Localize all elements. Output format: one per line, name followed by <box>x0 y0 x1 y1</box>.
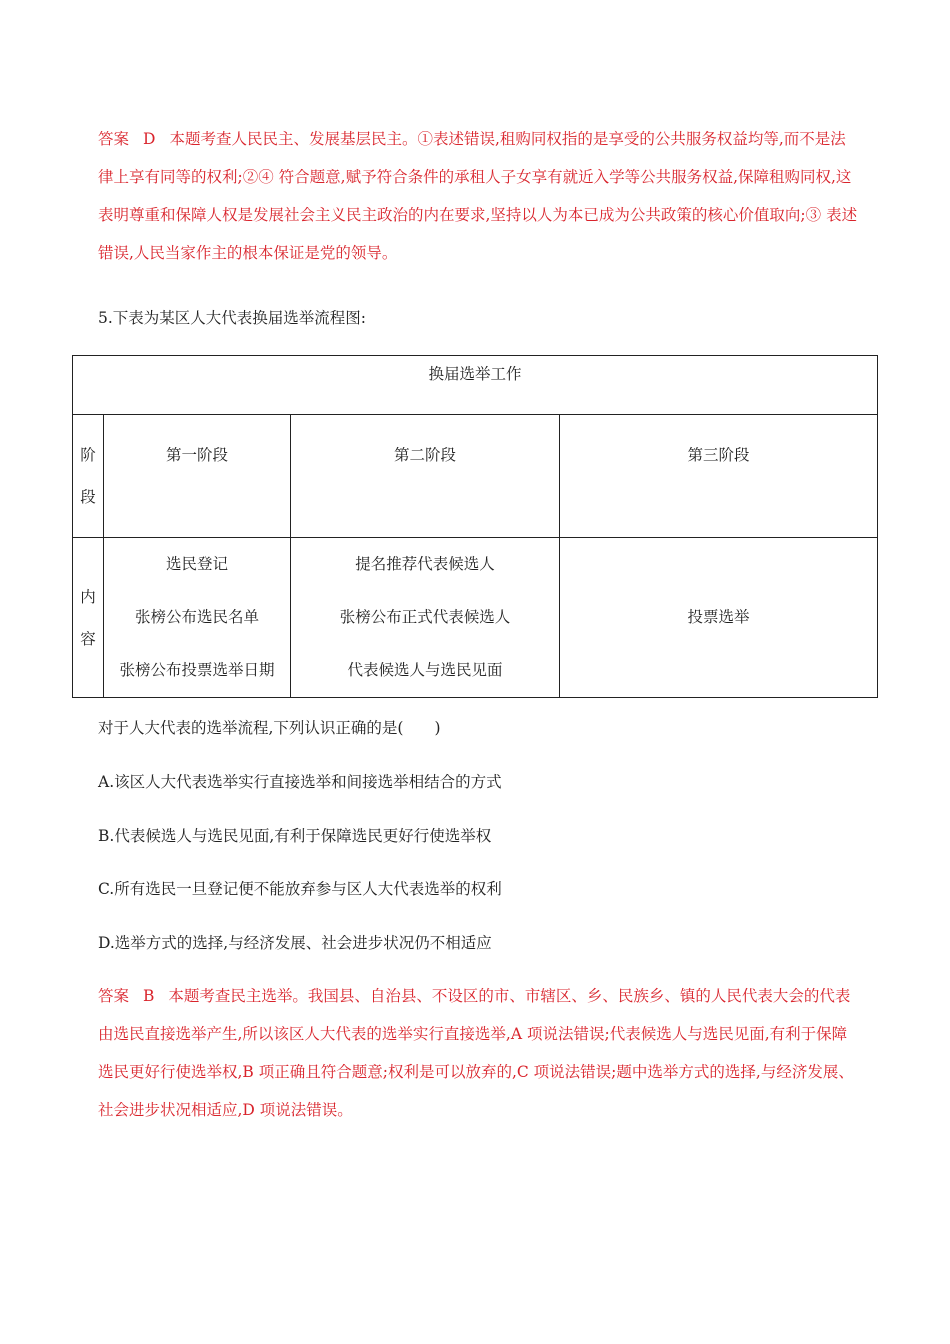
question-5-stem: 5.下表为某区人大代表换届选举流程图: <box>98 309 367 327</box>
option-b: B.代表候选人与选民见面,有利于保障选民更好行使选举权 <box>98 827 492 845</box>
answer-1-label: 答案 <box>98 130 130 148</box>
stage-2-items <box>291 538 560 698</box>
stage-3-items <box>560 538 878 698</box>
answer-2-explanation: 本题考查民主选举。我国县、自治县、不设区的市、市辖区、乡、民族乡、镇的人民代表大会的代表由选民直接选举产生,所以该区人大代表的选举实行直接选举,A 项说法错误;代表候选人与选民见面,有利于保障选民更好行使选举权,B 项正确且符合题意;权利是可以放弃的,C 项说法错误;题中选举方式的选择,与经济发展、社会进步状况相适应,D 项说法错误。 <box>98 987 854 1119</box>
answer-2-choice: B <box>143 987 155 1005</box>
stage-row <box>73 415 878 538</box>
question-5-prompt: 对于人大代表的选举流程,下列认识正确的是( ) <box>98 719 441 737</box>
list-item: 张榜公布投票选举日期 <box>119 661 275 679</box>
table-title: 换届选举工作 <box>73 356 878 415</box>
stage-1: 第一阶段 <box>104 415 291 538</box>
list-item: 提名推荐代表候选人 <box>355 555 495 573</box>
stage-header: 阶 段 <box>73 415 104 538</box>
option-d: D.选举方式的选择,与经济发展、社会进步状况仍不相适应 <box>98 934 492 952</box>
option-a: A.该区人大代表选举实行直接选举和间接选举相结合的方式 <box>98 773 502 791</box>
election-flow-table <box>72 355 878 698</box>
list-item: 选民登记 <box>165 555 228 573</box>
option-c: C.所有选民一旦登记便不能放弃参与区人大代表选举的权利 <box>98 880 502 898</box>
content-header: 内 容 <box>73 538 104 698</box>
list-item: 投票选举 <box>687 608 750 626</box>
answer-2-label: 答案 <box>98 987 130 1005</box>
content-row <box>73 538 878 698</box>
answer-2 <box>98 977 858 1129</box>
stage-1-items <box>104 538 291 698</box>
list-item: 张榜公布选民名单 <box>134 608 259 626</box>
answer-1-explanation: 本题考查人民民主、发展基层民主。①表述错误,租购同权指的是享受的公共服务权益均等,而不是法律上享有同等的权利;②④ 符合题意,赋予符合条件的承租人子女享有就近入学等公共服务权益,保障租购同权,这表明尊重和保障人权是发展社会主义民主政治的内在要求,坚持以人为本已成为公共政策的核心价值取向;③ 表述错误,人民当家作主的根本保证是党的领导。 <box>98 130 858 262</box>
stage-3: 第三阶段 <box>560 415 878 538</box>
list-item: 代表候选人与选民见面 <box>347 661 503 679</box>
answer-1 <box>98 120 858 272</box>
list-item: 张榜公布正式代表候选人 <box>339 608 511 626</box>
stage-2: 第二阶段 <box>291 415 560 538</box>
answer-1-choice: D <box>143 130 156 148</box>
